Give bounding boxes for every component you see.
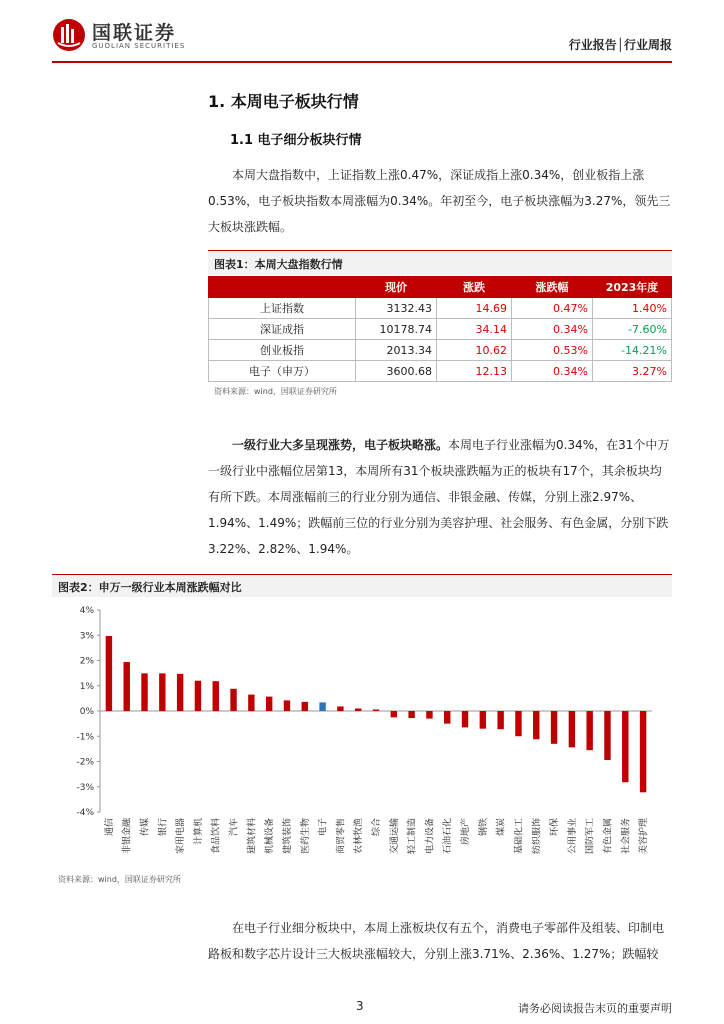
x-tick-label: 美容护理 — [639, 818, 650, 855]
y-tick-label: 3% — [79, 631, 94, 642]
logo-icon — [52, 18, 86, 52]
index-change: 12.13 — [437, 361, 512, 382]
x-tick-label: 医药生物 — [300, 818, 311, 855]
index-ytd: -7.60% — [593, 319, 672, 340]
index-name: 电子（申万） — [209, 361, 356, 382]
y-tick-label: 2% — [79, 656, 94, 667]
x-tick-label: 通信 — [104, 818, 115, 837]
index-pct: 0.53% — [512, 340, 593, 361]
x-tick-label: 煤炭 — [496, 818, 507, 837]
y-tick-label: -1% — [76, 732, 94, 743]
table-header-cell: 涨跌 — [437, 277, 512, 298]
x-tick-label: 银行 — [158, 818, 169, 837]
bar — [248, 695, 254, 711]
x-tick-label: 纺织服饰 — [532, 818, 543, 855]
chart-source: 资料来源：wind，国联证券研究所 — [58, 875, 181, 884]
x-tick-label: 建筑材料 — [247, 818, 258, 855]
x-tick-label: 交通运输 — [389, 818, 400, 855]
index-price: 2013.34 — [356, 340, 437, 361]
x-tick-label: 商贸零售 — [336, 818, 347, 855]
bar — [480, 711, 486, 729]
x-tick-label: 基础化工 — [514, 818, 525, 855]
table-row — [209, 340, 672, 361]
header-divider — [52, 61, 672, 63]
bar — [213, 681, 219, 711]
table-header-cell — [209, 277, 356, 298]
y-tick-label: -4% — [76, 808, 94, 818]
bar — [462, 711, 468, 727]
y-tick-label: -3% — [76, 782, 94, 793]
table-header-cell: 涨跌幅 — [512, 277, 593, 298]
bar — [106, 636, 112, 711]
paragraph-lead: 一级行业大多呈现涨势，电子板块略涨。 — [232, 438, 449, 452]
bar — [391, 711, 397, 717]
index-ytd: -14.21% — [593, 340, 672, 361]
bar — [444, 711, 450, 724]
logo-text: 国联证券 — [92, 22, 177, 44]
bar — [569, 711, 575, 747]
bar — [551, 711, 557, 744]
bar — [141, 673, 147, 711]
paragraph-industry — [208, 432, 672, 562]
report-type: 行业报告│行业周报 — [568, 38, 672, 52]
bar — [159, 673, 165, 711]
x-tick-label: 电子 — [318, 818, 329, 837]
market-index-table — [208, 276, 672, 382]
bar — [177, 674, 183, 711]
bar — [302, 702, 308, 711]
logo-subtitle: GUOLIAN SECURITIES — [92, 42, 186, 50]
bar — [355, 708, 361, 711]
index-ytd: 3.27% — [593, 361, 672, 382]
x-tick-label: 公用事业 — [567, 818, 578, 855]
x-tick-label: 农林牧渔 — [354, 818, 365, 855]
index-pct: 0.47% — [512, 298, 593, 319]
x-tick-label: 电力设备 — [425, 818, 436, 855]
x-tick-label: 建筑装饰 — [282, 818, 293, 855]
index-price: 3132.43 — [356, 298, 437, 319]
bar — [373, 709, 379, 711]
bar — [533, 711, 539, 739]
index-change: 14.69 — [437, 298, 512, 319]
x-tick-label: 环保 — [550, 818, 561, 837]
paragraph-subsector: 在电子行业细分板块中，本周上涨板块仅有五个，消费电子零部件及组装、印制电路板和数字芯片设计三大板块涨幅较大，分别上涨3.71%、2.36%、1.27%；跌幅较 — [208, 921, 665, 961]
section-heading: 1. 本周电子板块行情 — [208, 92, 359, 111]
industry-bar-chart — [52, 598, 672, 872]
table-row — [209, 319, 672, 340]
bar — [284, 700, 290, 711]
table-header-row — [209, 277, 672, 298]
y-tick-label: 0% — [79, 707, 94, 717]
chart-title: 图表2：申万一级行业本周涨跌幅对比 — [58, 581, 242, 594]
bar — [195, 681, 201, 711]
x-tick-label: 有色金属 — [603, 818, 614, 855]
bar — [604, 711, 610, 760]
bar — [515, 711, 521, 736]
page-number: 3 — [356, 999, 364, 1013]
x-tick-label: 汽车 — [229, 818, 240, 837]
x-tick-label: 国防军工 — [585, 818, 596, 855]
table-header-cell: 2023年度 — [593, 277, 672, 298]
bar — [124, 662, 130, 711]
y-tick-label: 4% — [79, 606, 94, 616]
x-tick-label: 家用电器 — [176, 818, 187, 855]
y-tick-label: 1% — [79, 681, 94, 692]
index-ytd: 1.40% — [593, 298, 672, 319]
bar — [408, 711, 414, 718]
bar — [426, 711, 432, 719]
x-tick-label: 轻工制造 — [407, 818, 418, 855]
bar — [230, 689, 236, 711]
bar — [266, 697, 272, 711]
index-price: 3600.68 — [356, 361, 437, 382]
bar — [586, 711, 592, 750]
paragraph-market: 本周大盘指数中，上证指数上涨0.47%，深证成指上涨0.34%，创业板指上涨0.53%，电子板块指数本周涨幅为0.34%。年初至今，电子板块涨幅为3.27%，领先三大板块涨跌幅。 — [208, 168, 671, 234]
bar — [497, 711, 503, 729]
x-tick-label: 综合 — [372, 818, 382, 837]
table-row — [209, 298, 672, 319]
x-tick-label: 房地产 — [461, 818, 472, 846]
index-pct: 0.34% — [512, 319, 593, 340]
table-row — [209, 361, 672, 382]
footer-disclaimer: 请务必阅读报告末页的重要声明 — [518, 1002, 672, 1015]
table1-source: 资料来源：wind，国联证券研究所 — [214, 387, 337, 396]
x-tick-label: 食品饮料 — [211, 818, 222, 855]
x-tick-label: 传媒 — [140, 818, 151, 837]
x-tick-label: 石油石化 — [443, 818, 454, 855]
bar — [319, 702, 325, 711]
table1-title: 图表1：本周大盘指数行情 — [214, 258, 343, 271]
y-tick-label: -2% — [76, 757, 94, 768]
bar — [640, 711, 646, 792]
x-tick-label: 非银金融 — [122, 818, 133, 855]
index-change: 10.62 — [437, 340, 512, 361]
index-change: 34.14 — [437, 319, 512, 340]
index-name: 深证成指 — [209, 319, 356, 340]
x-tick-label: 社会服务 — [621, 818, 632, 855]
subsection-heading: 1.1 电子细分板块行情 — [230, 133, 362, 148]
index-price: 10178.74 — [356, 319, 437, 340]
x-tick-label: 机械设备 — [265, 818, 276, 855]
table-header-cell: 现价 — [356, 277, 437, 298]
x-tick-label: 计算机 — [193, 818, 204, 846]
bar — [622, 711, 628, 782]
x-tick-label: 钢铁 — [478, 818, 489, 837]
paragraph-body: 本周电子行业涨幅为0.34%，在31个中万一级行业中涨幅位居第13，本周所有31个板块涨跌幅为正的板块有17个，其余板块均有所下跌。本周涨幅前三的行业分别为通信、非银金融、传媒，分别上涨2.97%、1.94%、1.49%；跌幅前三位的行业分别为美容护理、社会服务、有色金属，分别下跌3.22%、2.82%、1.94%。 — [208, 438, 670, 556]
index-name: 上证指数 — [209, 298, 356, 319]
index-pct: 0.34% — [512, 361, 593, 382]
index-name: 创业板指 — [209, 340, 356, 361]
bar — [337, 706, 343, 711]
